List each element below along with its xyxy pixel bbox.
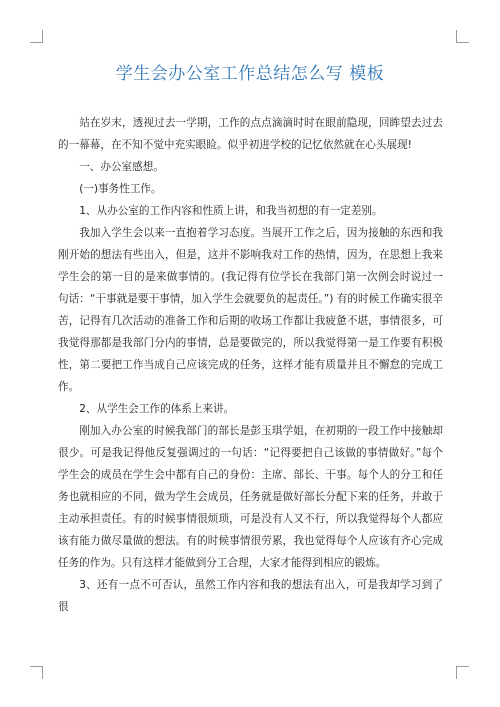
document-body: [58, 112, 443, 618]
point-heading-1: 1、从办公室的工作内容和性质上讲，和我当初想的有一定差别。: [79, 205, 383, 217]
body-paragraph: 刚加入办公室的时候我部门的部长是彭玉琪学姐，在初期的一段工作中接触却很少。可是我记得他反复强调过的一句话：“记得要把自己该做的事情做好。”每个学生会的成员在学生会中都有自己的身份：主席、部长、干事。每个人的分工和任务也就相应的不同，做为学生会成员，任务就是做好部长分配下来的任务，并敢于主动承担责任。有的时候事情很烦琐，可是没有人又不行，所以我觉得每个人都应该有能力做尽量做的想法。有的时候事情很劳累，我也觉得每个人应该有齐心完成任务的作为。只有这样才能做到分工合理，大家才能得到相应的锻炼。: [58, 425, 443, 569]
subsection-heading: (一)事务性工作。: [79, 183, 162, 195]
intro-paragraph: 站在岁末，透视过去一学期，工作的点点滴滴时时在眼前隐现，回眸望去过去的一幕幕，在不知不觉中充实眼睑。似乎初进学校的记忆依然就在心头展现!: [58, 117, 443, 151]
point-heading-2: 2、从学生会工作的体系上来讲。: [79, 403, 235, 415]
document-title: 学生会办公室工作总结怎么写 模板: [115, 64, 385, 84]
body-paragraph: 我加入学生会以来一直抱着学习态度。当展开工作之后，因为接触的东西和我刚开始的想法有些出入，但是，这并不影响我对工作的热情，因为，在思想上我来学生会的第一目的是来做事情的。(我记得有位学长在我部门第一次例会时说过一句话：“干事就是要干事情，加入学生会就要负的起责任。”) 有的时候工作确实很辛苦，记得有几次活动的准备工作和后期的收场工作都让我疲惫不堪，事情很多，可我觉得那都是我部门分内的事情，总是要做完的，所以我觉得第一是工作要有积极性，第二要把工作当成自己应该完成的任务，这样才能有质量并且不懈怠的完成工作。: [58, 227, 443, 393]
crop-mark-bottom-left: [30, 666, 43, 679]
crop-mark-bottom-right: [456, 666, 469, 679]
crop-mark-top-left: [30, 30, 43, 43]
crop-mark-top-right: [456, 30, 469, 43]
section-heading: 一、办公室感想。: [79, 161, 164, 173]
point-heading-3: 3、还有一点不可否认，虽然工作内容和我的想法有出入，可是我却学习到了很: [58, 579, 443, 613]
